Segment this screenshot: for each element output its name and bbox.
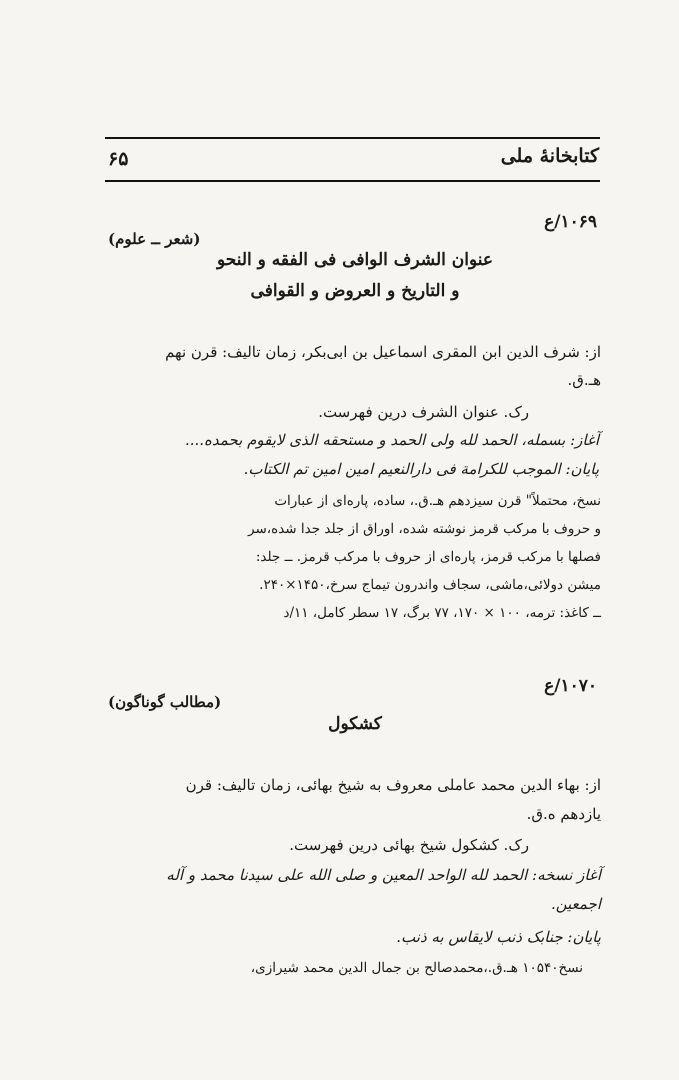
copy-description-line: میشن دولائی،ماشی، سجاف واندرون تیماج سرخ،۱۴۵۰×۲۴۰. bbox=[259, 577, 601, 593]
entry-number: ۱۰۶۹/ع bbox=[544, 212, 597, 232]
header-rule-top bbox=[105, 137, 600, 139]
copy-description-line: و حروف با مرکب قرمز نوشته شده، اوراق از جلد جدا شده،سر bbox=[248, 521, 601, 537]
author-line: از: شرف الدین ابن المقری اسماعیل بن ابی‌بکر، زمان تالیف: قرن نهم bbox=[165, 343, 601, 361]
reference-line: رک. کشکول شیخ بهائی درین فهرست. bbox=[289, 836, 529, 854]
ending-line: پایان: جنابک ذنب لایقاس به ذنب. bbox=[396, 928, 601, 946]
work-title-line: و التاریخ و العروض و القوافی bbox=[250, 281, 460, 301]
entry-category: (مطالب گوناگون) bbox=[108, 693, 222, 711]
header-rule-bottom bbox=[105, 180, 600, 182]
copy-description-line: نسخ، محتملاً" قرن سیزدهم هـ.ق.، ساده، پاره‌ای از عبارات bbox=[274, 493, 601, 509]
beginning-line: آغاز نسخه: الحمد لله الواحد المعین و صلی الله علی سیدنا محمد و آله bbox=[166, 866, 601, 884]
author-line: یازدهم ه.ق. bbox=[526, 805, 601, 823]
entry-category: (شعر ــ علوم) bbox=[108, 230, 201, 248]
reference-line: رک. عنوان الشرف درین فهرست. bbox=[318, 403, 529, 421]
work-title-line: کشکول bbox=[328, 714, 382, 734]
copy-description-line: ــ کاغذ: ترمه، ۱۰۰ × ۱۷۰، ۷۷ برگ، ۱۷ سطر کامل، ۱۱/د bbox=[283, 605, 601, 621]
entry-number: ۱۰۷۰/ع bbox=[544, 676, 597, 696]
page-number: ۶۵ bbox=[108, 148, 129, 170]
beginning-line: آغاز: بسمله، الحمد لله ولی الحمد و مستحقه الذی لایقوم بحمده.... bbox=[184, 431, 599, 449]
author-line: از: بهاء الدین محمد عاملی معروف به شیخ بهائی، زمان تالیف: قرن bbox=[185, 776, 601, 794]
copy-description-line: فصلها با مرکب قرمز، پاره‌ای از حروف با مرکب قرمز. ــ جلد: bbox=[255, 549, 601, 565]
work-title-line: عنوان الشرف الوافی فی الفقه و النحو bbox=[216, 250, 494, 270]
author-line: هـ.ق. bbox=[567, 371, 601, 389]
beginning-line: اجمعین. bbox=[550, 895, 601, 913]
copy-description-line: نسخ۱۰۵۴۰ هـ.ق.،محمدصالح بن جمال الدین محمد شیرازی، bbox=[250, 960, 583, 976]
running-header-title: کتابخانهٔ ملی bbox=[500, 145, 599, 167]
ending-line: پایان: الموجب للکرامة فی دارالنعیم امین امین تم الکتاب. bbox=[243, 460, 599, 478]
